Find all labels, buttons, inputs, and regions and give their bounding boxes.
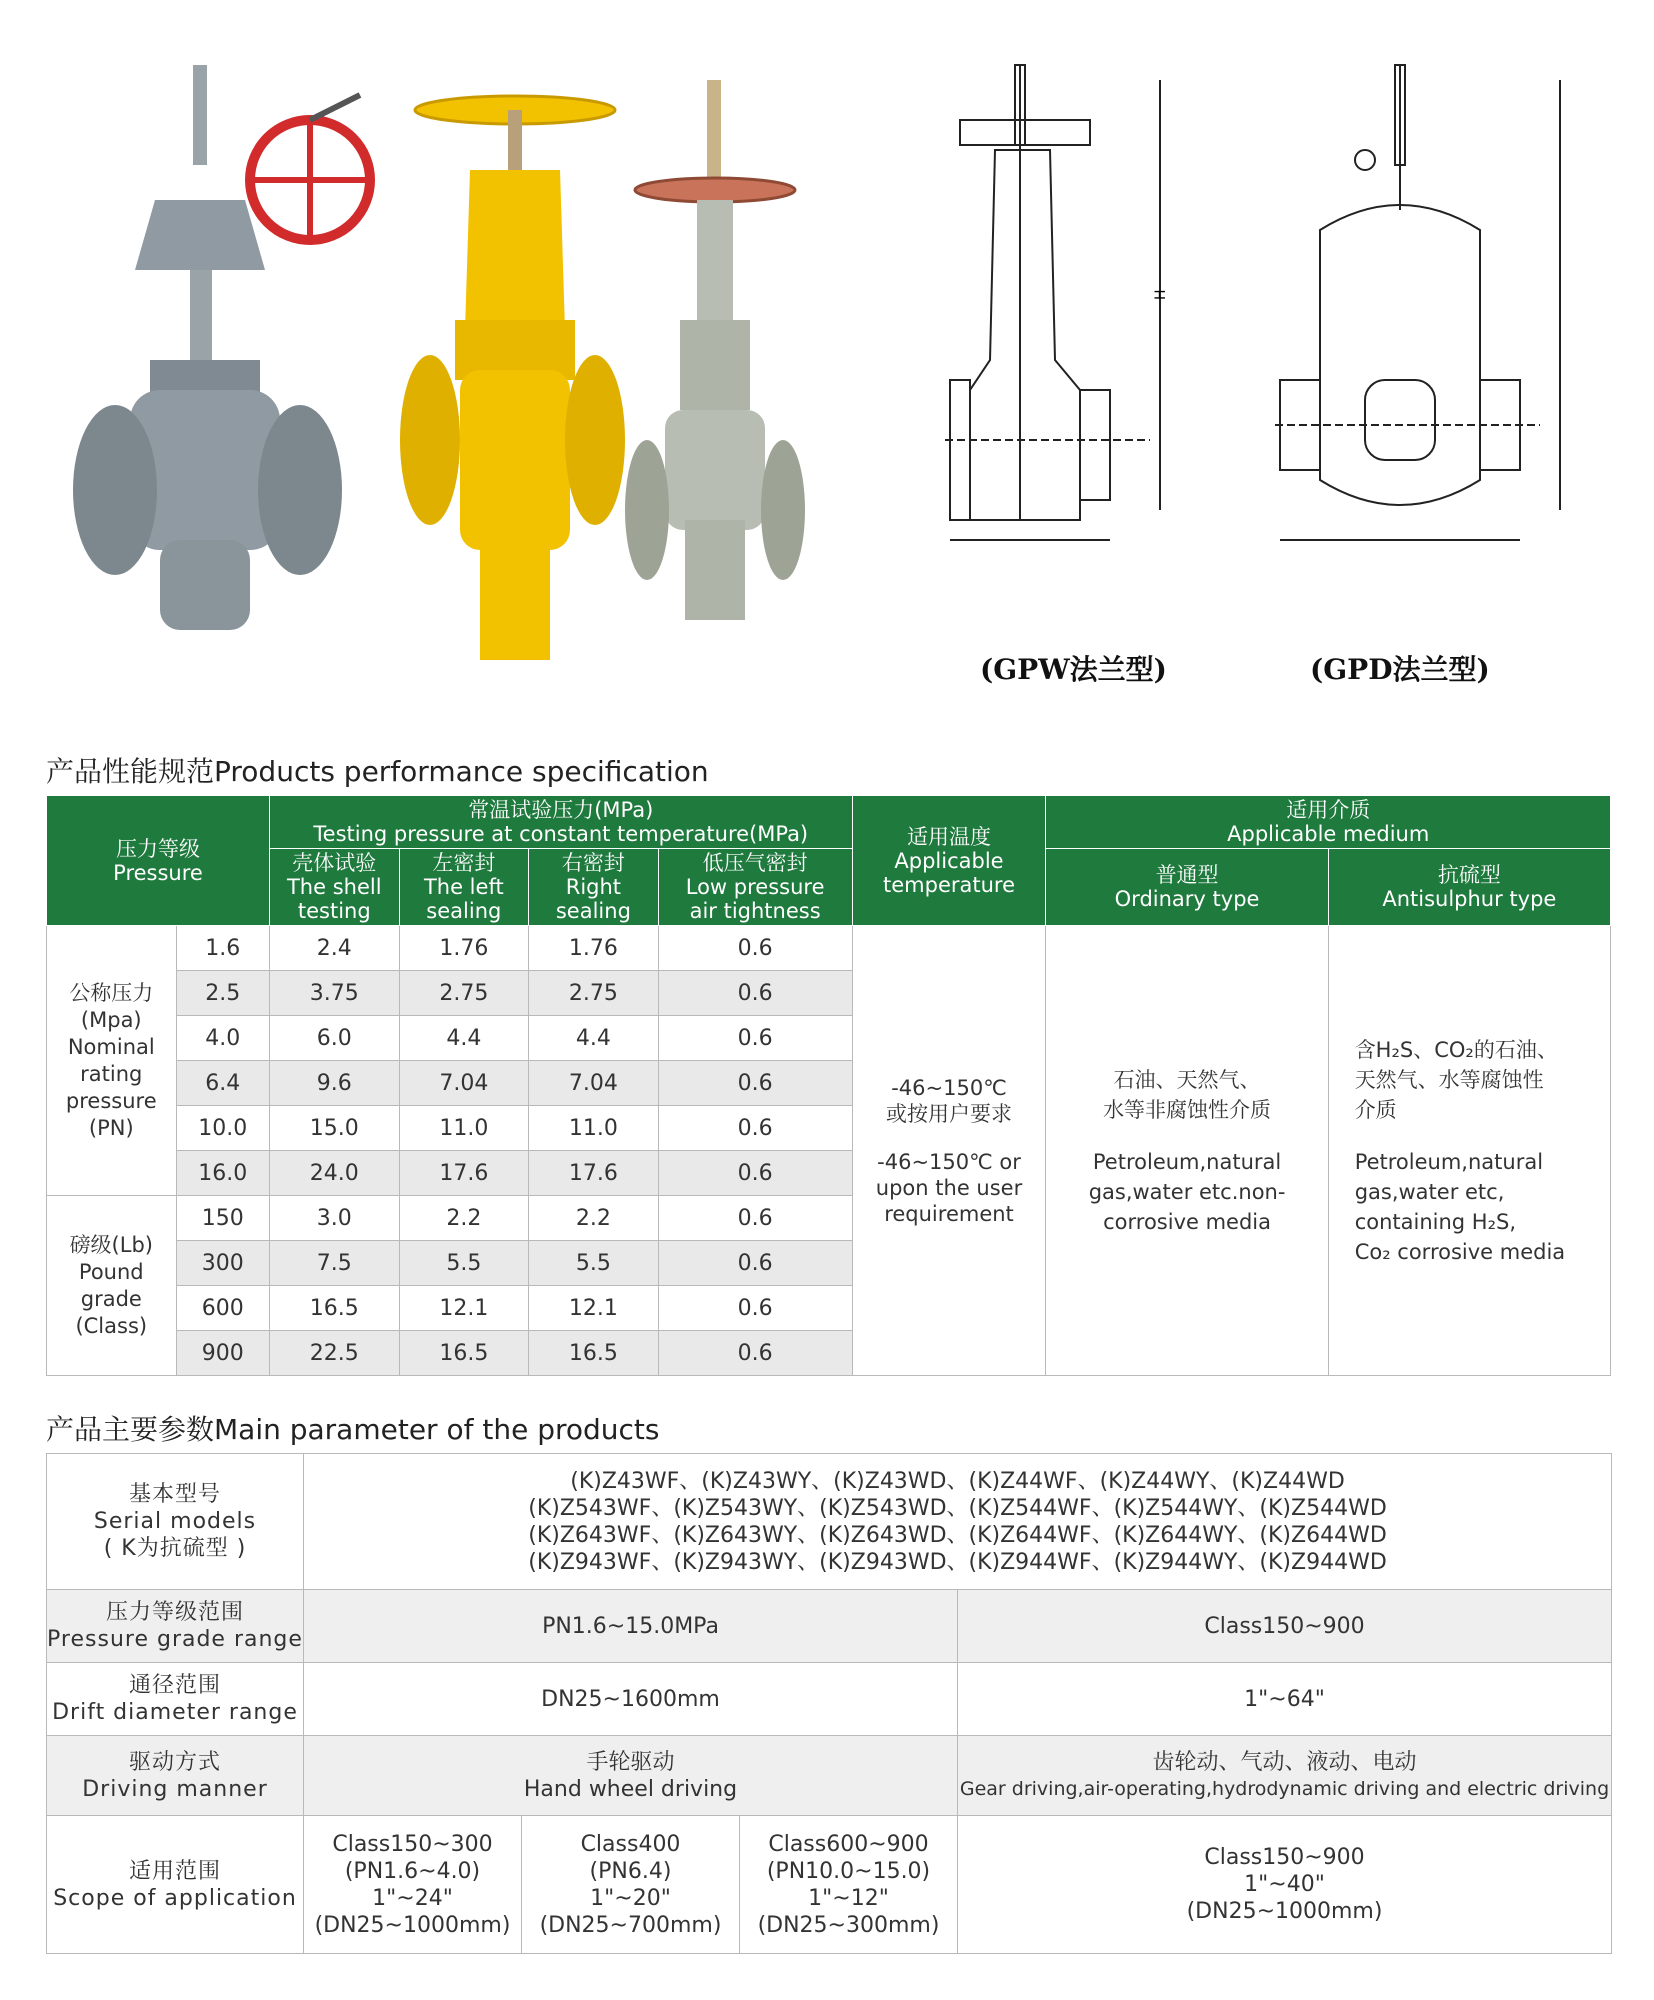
driving-manner-row — [47, 1736, 1612, 1816]
cell: 17.6 — [399, 1151, 529, 1196]
cell: 12.1 — [529, 1286, 659, 1331]
cell: 4.4 — [399, 1016, 529, 1061]
cell: 3.75 — [269, 971, 399, 1016]
cell: 0.6 — [658, 1286, 852, 1331]
serial-models-row — [47, 1454, 1612, 1590]
cell: 7.04 — [529, 1061, 659, 1106]
cell: 900 — [176, 1331, 269, 1376]
cell: 5.5 — [399, 1241, 529, 1286]
cell: 3.0 — [269, 1196, 399, 1241]
cell: 16.5 — [529, 1331, 659, 1376]
scope-row — [47, 1816, 1612, 1954]
silver-gate-valve-photo — [625, 80, 805, 640]
driving-hand-wheel: 手轮驱动 Hand wheel driving — [304, 1736, 958, 1816]
cell: 0.6 — [658, 971, 852, 1016]
cell: 7.04 — [399, 1061, 529, 1106]
cell: 1.76 — [529, 926, 659, 971]
cell: 22.5 — [269, 1331, 399, 1376]
cell: 1.6 — [176, 926, 269, 971]
cell: 0.6 — [658, 926, 852, 971]
cell: 600 — [176, 1286, 269, 1331]
gpd-caption: (GPD法兰型) — [1310, 653, 1490, 686]
cell: 17.6 — [529, 1151, 659, 1196]
pound-grade-group: 磅级(Lb) Pound grade (Class) — [47, 1196, 177, 1376]
cell: 2.5 — [176, 971, 269, 1016]
cell: 2.75 — [399, 971, 529, 1016]
scope-class600-900: Class600~900 (PN10.0~15.0) 1"~12" (DN25~300mm) — [740, 1816, 958, 1954]
cell: 0.6 — [658, 1106, 852, 1151]
svg-text:H: H — [1153, 289, 1169, 300]
pressure-range-row — [47, 1590, 1612, 1663]
pressure-range-label: 压力等级范围 Pressure grade range — [47, 1590, 304, 1663]
shell-header: 壳体试验 The shell testing — [269, 849, 399, 926]
right-seal-header: 右密封 Right sealing — [529, 849, 659, 926]
antisulphur-medium-cell: 含H₂S、CO₂的石油、 天然气、水等腐蚀性 介质 Petroleum,natural gas,water etc, containing H₂S, Co₂ corrosive media — [1328, 926, 1610, 1376]
product-images — [60, 60, 1620, 700]
driving-other: 齿轮动、气动、液动、电动 Gear driving,air-operating,hydrodynamic driving and electric driving — [958, 1736, 1612, 1816]
cell: 9.6 — [269, 1061, 399, 1106]
ordinary-medium-cell: 石油、天然气、 水等非腐蚀性介质 Petroleum,natural gas,water etc.non- corrosive media — [1046, 926, 1328, 1376]
temperature-cell: -46~150℃ 或按用户要求 -46~150℃ or upon the user requirement — [852, 926, 1046, 1376]
gpw-caption: (GPW法兰型) — [980, 653, 1167, 686]
cell: 0.6 — [658, 1331, 852, 1376]
grey-gate-valve-photo — [60, 60, 380, 660]
cell: 4.4 — [529, 1016, 659, 1061]
drift-range-label: 通径范围 Drift diameter range — [47, 1663, 304, 1736]
cell: 7.5 — [269, 1241, 399, 1286]
medium-header: 适用介质 Applicable medium — [1046, 796, 1611, 849]
cell: 15.0 — [269, 1106, 399, 1151]
main-parameter-table — [46, 1453, 1612, 1954]
drift-range-dn: DN25~1600mm — [304, 1663, 958, 1736]
pressure-range-class: Class150~900 — [958, 1590, 1612, 1663]
cell: 2.2 — [529, 1196, 659, 1241]
cell: 16.0 — [176, 1151, 269, 1196]
cell: 4.0 — [176, 1016, 269, 1061]
cell: 11.0 — [529, 1106, 659, 1151]
left-seal-header: 左密封 The left sealing — [399, 849, 529, 926]
cell: 12.1 — [399, 1286, 529, 1331]
gpw-flange-drawing — [940, 60, 1270, 640]
cell: 24.0 — [269, 1151, 399, 1196]
yellow-gate-valve-photo — [400, 70, 630, 670]
perf-section-title: 产品性能规范Products performance specification — [46, 755, 709, 788]
serial-models-label: 基本型号 Serial models ( K为抗硫型 ) — [47, 1454, 304, 1590]
driving-manner-label: 驱动方式 Driving manner — [47, 1736, 304, 1816]
temperature-header: 适用温度 Applicable temperature — [852, 796, 1046, 926]
cell: 16.5 — [269, 1286, 399, 1331]
cell: 10.0 — [176, 1106, 269, 1151]
cell: 6.4 — [176, 1061, 269, 1106]
scope-class150-300: Class150~300 (PN1.6~4.0) 1"~24" (DN25~1000mm) — [304, 1816, 522, 1954]
nominal-pressure-group: 公称压力 (Mpa) Nominal rating pressure (PN) — [47, 926, 177, 1196]
cell: 0.6 — [658, 1016, 852, 1061]
scope-label: 适用范围 Scope of application — [47, 1816, 304, 1954]
cell: 16.5 — [399, 1331, 529, 1376]
antisulphur-header: 抗硫型 Antisulphur type — [1328, 849, 1610, 926]
drift-range-inch: 1"~64" — [958, 1663, 1612, 1736]
cell: 5.5 — [529, 1241, 659, 1286]
pressure-header: 压力等级 Pressure — [47, 796, 270, 926]
gpd-flange-drawing — [1270, 60, 1600, 640]
cell: 2.2 — [399, 1196, 529, 1241]
cell: 0.6 — [658, 1151, 852, 1196]
drift-range-row — [47, 1663, 1612, 1736]
ordinary-header: 普通型 Ordinary type — [1046, 849, 1328, 926]
cell: 11.0 — [399, 1106, 529, 1151]
table-row — [47, 926, 1611, 971]
cell: 300 — [176, 1241, 269, 1286]
cell: 0.6 — [658, 1196, 852, 1241]
cell: 150 — [176, 1196, 269, 1241]
pressure-range-pn: PN1.6~15.0MPa — [304, 1590, 958, 1663]
performance-table — [46, 795, 1611, 1376]
cell: 2.75 — [529, 971, 659, 1016]
testing-header: 常温试验压力(MPa) Testing pressure at constant temperature(MPa) — [269, 796, 852, 849]
scope-class400: Class400 (PN6.4) 1"~20" (DN25~700mm) — [522, 1816, 740, 1954]
cell: 0.6 — [658, 1241, 852, 1286]
params-section-title: 产品主要参数Main parameter of the products — [46, 1413, 660, 1446]
cell: 6.0 — [269, 1016, 399, 1061]
scope-class150-900: Class150~900 1"~40" (DN25~1000mm) — [958, 1816, 1612, 1954]
cell: 1.76 — [399, 926, 529, 971]
serial-models-list: (K)Z43WF、(K)Z43WY、(K)Z43WD、(K)Z44WF、(K)Z44WY、(K)Z44WD (K)Z543WF、(K)Z543WY、(K)Z543WD、(K)Z544WF、(K)Z544WY、(K)Z544WD (K)Z643WF、(K)Z643WY、(K)Z643WD、(K)Z644WF、(K)Z644WY、(K)Z644WD (K)Z943WF、(K)Z943WY、(K)Z943WD、(K)Z944WF、(K)Z944WY、(K)Z944WD — [304, 1454, 1612, 1590]
cell: 0.6 — [658, 1061, 852, 1106]
cell: 2.4 — [269, 926, 399, 971]
low-pressure-header: 低压气密封 Low pressure air tightness — [658, 849, 852, 926]
